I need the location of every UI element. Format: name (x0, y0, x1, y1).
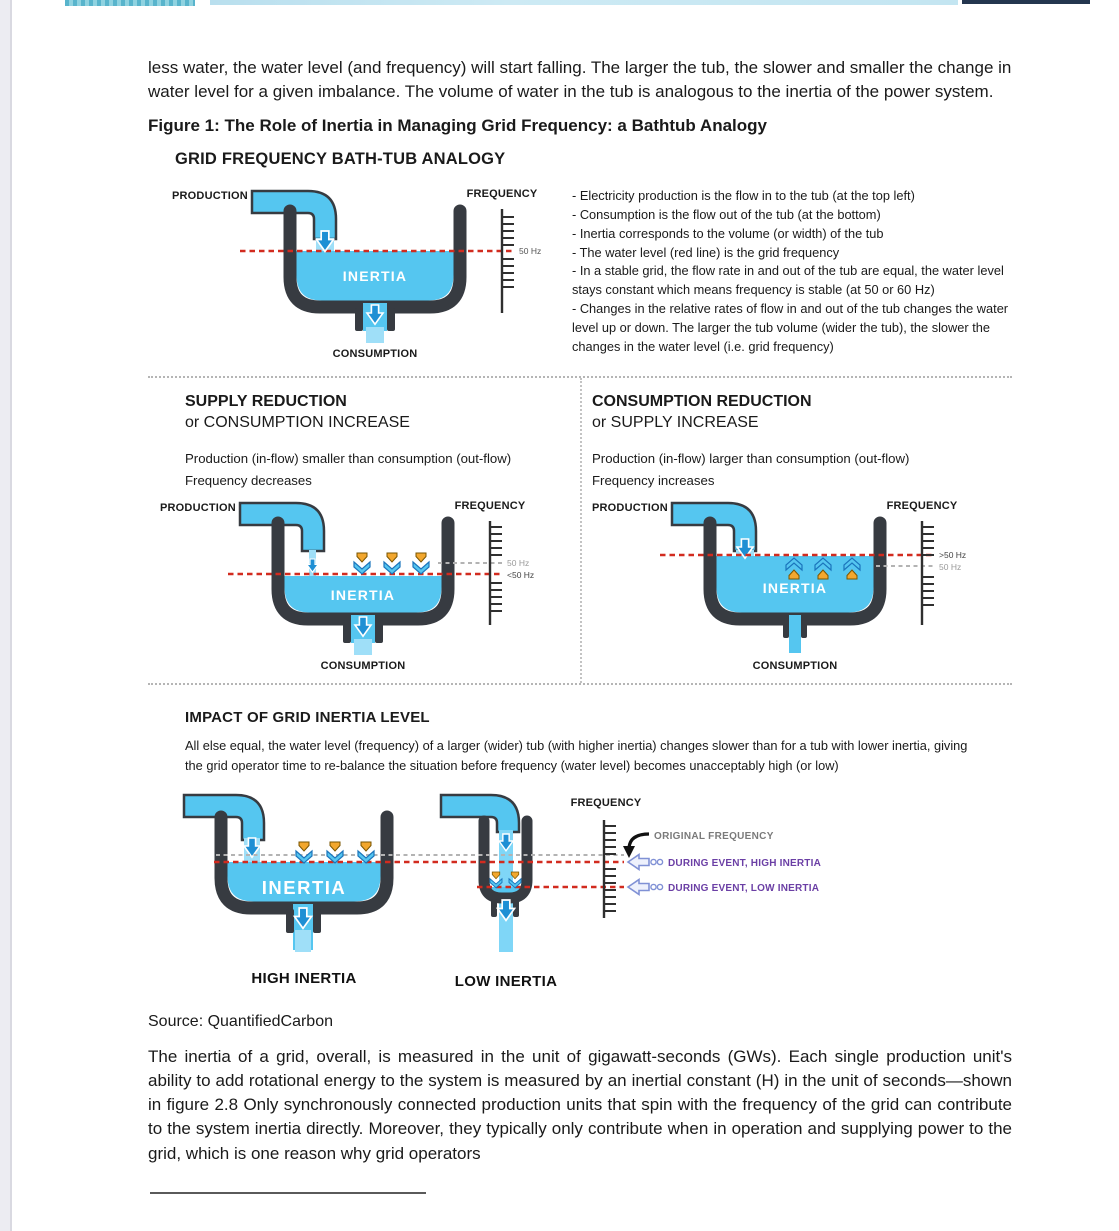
low-inertia-label: LOW INERTIA (454, 973, 558, 991)
supply-reduction-desc (185, 448, 580, 492)
level-drop-marker (384, 553, 400, 574)
drain-wall-right (801, 620, 807, 638)
during-event-high-label: DURING EVENT, HIGH INERTIA (668, 858, 821, 870)
level-drop-marker (296, 842, 312, 863)
consumption-reduction-diagram (590, 493, 985, 683)
during-event-low-label: DURING EVENT, LOW INERTIA (668, 883, 820, 895)
closing-paragraph: The inertia of a grid, overall, is measured in the unit of gigawatt-seconds (GWs). Each single production unit's ability to add rotational energy to the system is measured by an inertial constant (H) in the unit of seconds—shown in figure 2.8 Only synchronously connected production units that spin with the frequency of the grid can contribute to the system inertia directly. Moreover, they typically only contribute when in operation and supplying power to the grid, which is one reason why grid operators (148, 1047, 1012, 1163)
inertia-label: INERTIA (330, 587, 396, 604)
supply-reduction-subtitle: or CONSUMPTION INCREASE (185, 414, 410, 432)
frequency-label: FREQUENCY (466, 188, 538, 201)
scale-ticks-upper (502, 217, 514, 245)
original-frequency-pointer-head (623, 846, 635, 858)
supply-reduction-section (148, 378, 580, 683)
toolbar-blue-segment (210, 0, 958, 5)
level-drop-marker (358, 842, 374, 863)
consumption-reduction-section (580, 378, 1012, 683)
drain-wall-left (783, 620, 789, 638)
stable-grid-row (148, 181, 1012, 376)
desc-line: Frequency increases (592, 472, 715, 488)
bullet-item: - Inertia corresponds to the volume (or width) of the tub (572, 225, 884, 241)
high-inertia-label: HIGH INERTIA (251, 970, 357, 988)
event-arrow-icon (628, 880, 663, 895)
hz-50-label: 50 Hz (519, 246, 542, 257)
drain-stream-thin (789, 615, 801, 653)
drain-wall-right (387, 308, 395, 331)
scale-ticks-upper (922, 527, 934, 555)
level-drop-marker (354, 553, 370, 574)
drain-stream-tail (295, 930, 311, 952)
analogy-bullet-list (572, 187, 1012, 376)
supply-reduction-diagram (158, 493, 553, 683)
impact-heading: IMPACT OF GRID INERTIA LEVEL (185, 709, 430, 727)
drain-wall-left (286, 909, 294, 933)
level-drop-marker (327, 842, 343, 863)
hz-below-50-label: <50 Hz (507, 570, 535, 581)
page-content (148, 8, 1012, 1194)
supply-reduction-title: SUPPLY REDUCTION (185, 393, 347, 411)
scale-ticks-lower (502, 259, 514, 287)
stable-tub-diagram (170, 181, 570, 376)
source-line: Source: QuantifiedCarbon (148, 1013, 333, 1031)
frequency-label: FREQUENCY (886, 500, 958, 513)
toolbar-teal-segment (65, 0, 195, 6)
desc-line: Frequency decreases (185, 472, 312, 488)
bullet-item: - Electricity production is the flow in to the tub (at the top left) (572, 188, 915, 204)
scale-ticks-lower (922, 577, 934, 605)
figure-caption-title: Figure 1: The Role of Inertia in Managing Grid Frequency: a Bathtub Analogy (148, 116, 767, 136)
figure-heading: GRID FREQUENCY BATH-TUB ANALOGY (175, 150, 506, 169)
impact-section (148, 685, 1012, 995)
hz-50-label: 50 Hz (507, 558, 530, 569)
scale-ticks-mid (604, 869, 616, 897)
production-label: PRODUCTION (592, 502, 668, 515)
original-frequency-pointer-arrow (629, 834, 649, 848)
viewer-left-gutter (0, 0, 12, 1231)
consumption-label: CONSUMPTION (332, 348, 418, 361)
event-arrow-icon (628, 855, 663, 870)
frequency-label: FREQUENCY (570, 797, 642, 810)
production-label: PRODUCTION (172, 190, 248, 203)
bullet-item: - Changes in the relative rates of flow in and out of the tub changes the water level up or down. The larger the tub volume (wider the tub), the slower the changes in the water level (i.e. grid frequency) (572, 301, 1009, 354)
production-label: PRODUCTION (160, 502, 236, 515)
footnote-separator (150, 1192, 426, 1194)
scenario-row (148, 378, 1012, 683)
consumption-label: CONSUMPTION (320, 660, 406, 673)
drain-wall-right (375, 620, 383, 643)
desc-line: Production (in-flow) smaller than consumption (out-flow) (185, 450, 512, 466)
consumption-label: CONSUMPTION (752, 660, 838, 673)
consumption-reduction-subtitle: or SUPPLY INCREASE (592, 414, 759, 432)
scale-ticks-upper (604, 826, 616, 854)
bullet-item: - In a stable grid, the flow rate in and out of the tub are equal, the water level stays constant which means frequency is stable (at 50 or 60 Hz) (572, 263, 1004, 298)
drain-stream-tail (354, 639, 372, 655)
bullet-item: - Consumption is the flow out of the tub (at the bottom) (572, 207, 881, 223)
bullet-item: - The water level (red line) is the grid frequency (572, 244, 840, 260)
inertia-label: INERTIA (342, 268, 408, 285)
drain-wall-left (355, 308, 363, 331)
figure-1 (148, 150, 1012, 995)
hz-50-label: 50 Hz (939, 562, 962, 573)
intro-paragraph: less water, the water level (and frequency) will start falling. The larger the tub, the slower and smaller the change in water level for a given imbalance. The volume of water in the tub is analogous to the inertia of the power system. (148, 58, 1012, 102)
inflow-arrow-icon (307, 559, 318, 572)
inertia-comparison-diagram (154, 790, 1034, 995)
consumption-reduction-desc (592, 448, 1012, 492)
toolbar-navy-segment (962, 0, 1090, 4)
inertia-label: INERTIA (261, 877, 347, 899)
consumption-reduction-title: CONSUMPTION REDUCTION (592, 393, 812, 411)
drain-wall-left (343, 620, 351, 643)
document-page (12, 0, 1119, 1231)
clipped-top-toolbar (12, 0, 1119, 8)
drain-wall-right (313, 909, 321, 933)
original-frequency-label: ORIGINAL FREQUENCY (654, 831, 774, 843)
level-drop-marker (413, 553, 429, 574)
desc-line: Production (in-flow) larger than consumption (out-flow) (592, 450, 910, 466)
inertia-label: INERTIA (762, 580, 828, 597)
impact-description: All else equal, the water level (frequency) of a larger (wider) tub (with higher inertia) changes slower than for a tub with lower inertia, giving the grid operator time to re-balance the situation before frequency (water level) becomes unacceptably high (or low) (185, 738, 968, 774)
drain-stream-tail (366, 327, 384, 343)
hz-above-50-label: >50 Hz (939, 550, 967, 561)
scale-ticks-upper (490, 527, 502, 555)
frequency-label: FREQUENCY (454, 500, 526, 513)
scale-ticks-lower (490, 583, 502, 611)
